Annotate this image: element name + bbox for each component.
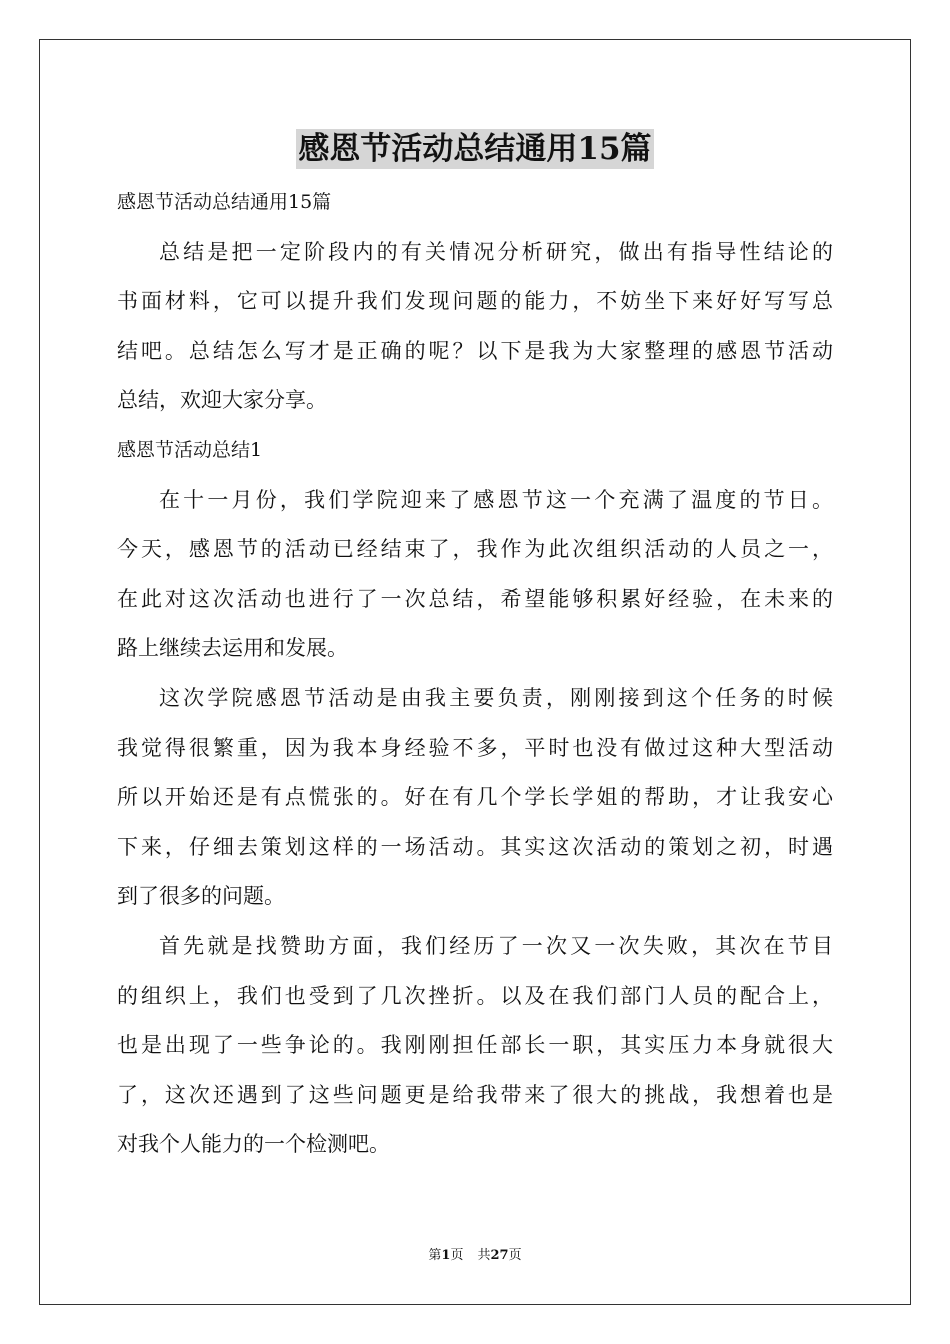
- text-line: 总结，欢迎大家分享。: [117, 388, 327, 413]
- page-footer: [0, 1247, 950, 1265]
- text-line: 了，这次还遇到了这些问题更是给我带来了很大的挑战，我想着也是: [117, 1082, 833, 1107]
- text-line: 我觉得很繁重，因为我本身经验不多，平时也没有做过这种大型活动: [117, 735, 833, 760]
- page-suffix: 页: [450, 1248, 464, 1263]
- text-line: 在此对这次活动也进行了一次总结，希望能够积累好经验，在未来的: [117, 586, 833, 611]
- body-paragraph-1: [117, 476, 833, 674]
- total-suffix: 页: [508, 1248, 522, 1263]
- text-line: 到了很多的问题。: [117, 884, 285, 909]
- total-pages: 27: [490, 1248, 509, 1263]
- page-number: 1: [441, 1248, 451, 1263]
- text-line: 的组织上，我们也受到了几次挫折。以及在我们部门人员的配合上，: [117, 983, 833, 1008]
- document-subtitle: 感恩节活动总结通用15篇: [117, 191, 332, 213]
- body-paragraph-2: [117, 674, 833, 922]
- section-heading: 感恩节活动总结1: [117, 438, 263, 461]
- text-line: 在十一月份，我们学院迎来了感恩节这一个充满了温度的节日。: [159, 487, 833, 512]
- text-line: 书面材料，它可以提升我们发现问题的能力，不妨坐下来好好写写总: [117, 289, 833, 314]
- total-prefix: 共: [477, 1248, 491, 1263]
- intro-paragraph: [117, 228, 833, 426]
- document-body: [117, 178, 833, 1170]
- body-paragraph-3: [117, 922, 833, 1170]
- text-line: 结吧。总结怎么写才是正确的呢？以下是我为大家整理的感恩节活动: [117, 338, 833, 363]
- document-title: 感恩节活动总结通用15篇: [298, 131, 652, 167]
- page-prefix: 第: [428, 1248, 442, 1263]
- text-line: 下来，仔细去策划这样的一场活动。其实这次活动的策划之初，时遇: [117, 834, 833, 859]
- text-line: 对我个人能力的一个检测吧。: [117, 1132, 390, 1157]
- text-line: 也是出现了一些争论的。我刚刚担任部长一职，其实压力本身就很大: [117, 1033, 833, 1058]
- title-area: [0, 129, 950, 169]
- text-line: 今天，感恩节的活动已经结束了，我作为此次组织活动的人员之一，: [117, 537, 833, 562]
- text-line: 总结是把一定阶段内的有关情况分析研究，做出有指导性结论的: [159, 239, 833, 264]
- text-line: 首先就是找赞助方面，我们经历了一次又一次失败，其次在节目: [159, 933, 833, 958]
- text-line: 路上继续去运用和发展。: [117, 636, 348, 661]
- text-line: 所以开始还是有点慌张的。好在有几个学长学姐的帮助，才让我安心: [117, 785, 833, 810]
- text-line: 这次学院感恩节活动是由我主要负责，刚刚接到这个任务的时候: [159, 685, 833, 710]
